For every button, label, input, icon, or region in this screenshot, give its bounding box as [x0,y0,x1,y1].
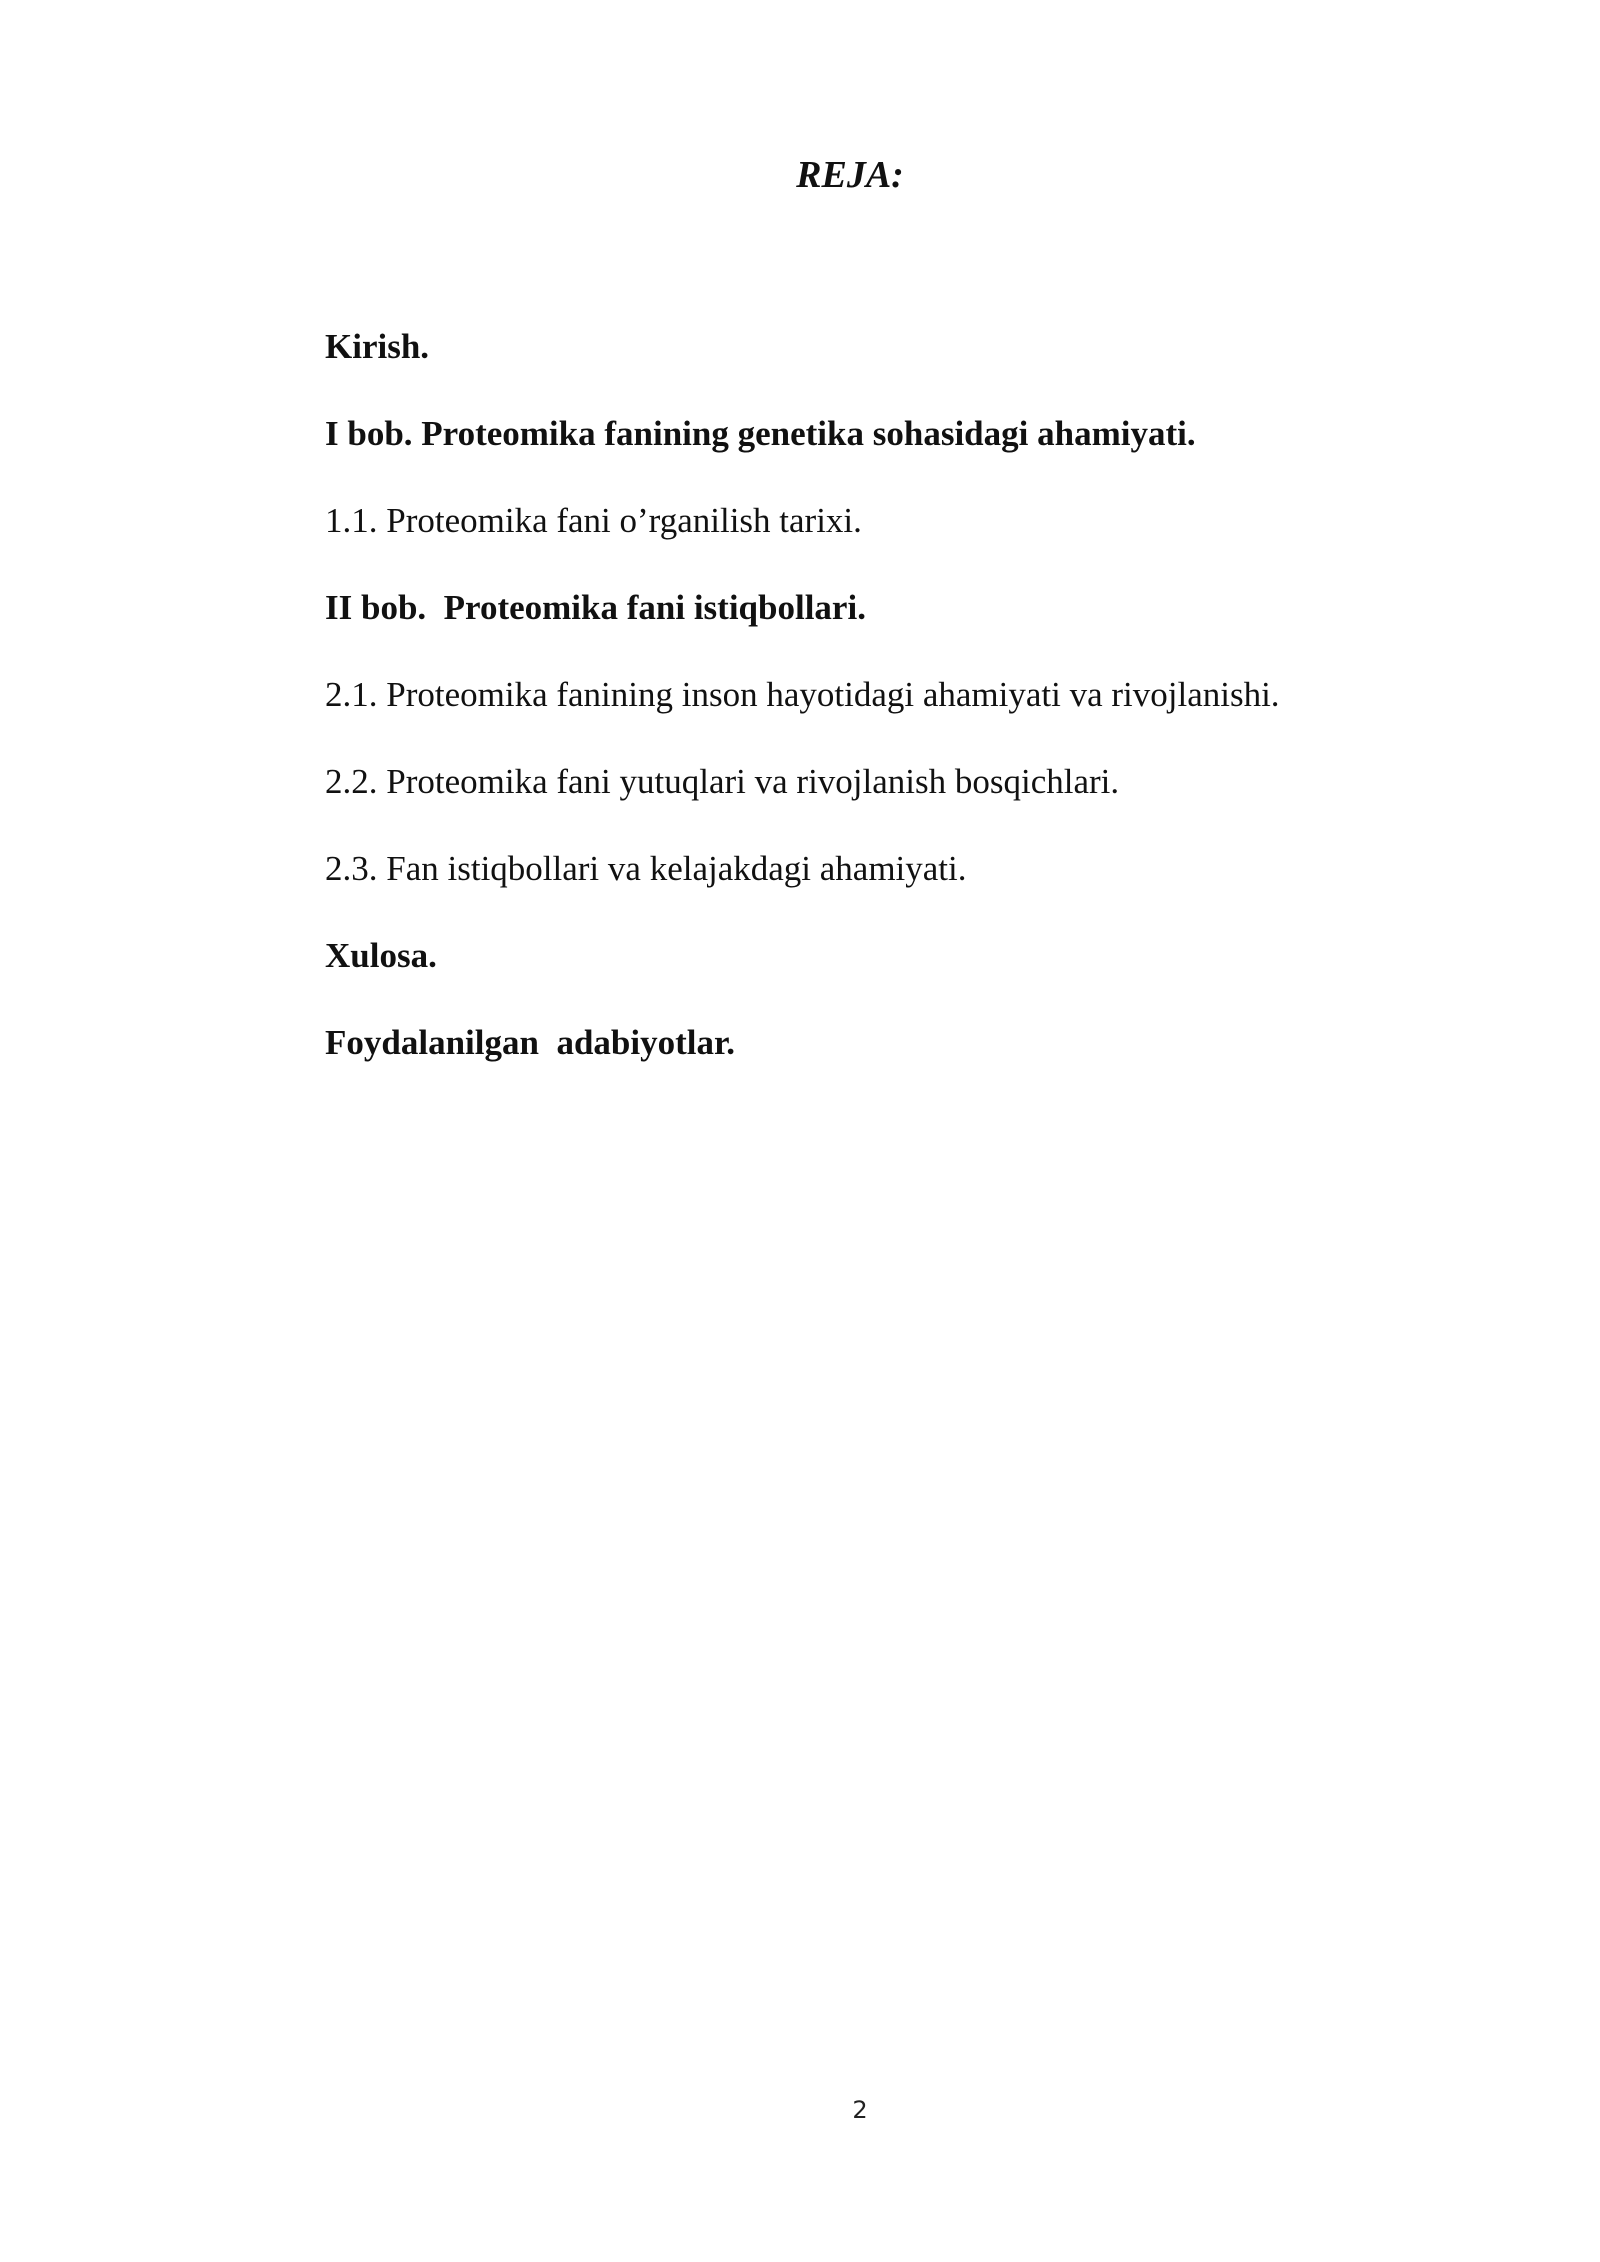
toc-item-section-1-1: 1.1. Proteomika fani o’rganilish tarixi. [325,501,862,540]
toc-item-section-2-1: 2.1. Proteomika fanining inson hayotidagi ahamiyati va rivojlanishi. [325,675,1280,714]
toc-item-xulosa: Xulosa. [325,936,437,975]
table-of-contents [325,322,1475,1105]
toc-item-section-2-2: 2.2. Proteomika fani yutuqlari va rivojlanish bosqichlari. [325,762,1120,801]
toc-item-references: Foydalanilgan adabiyotlar. [325,1023,736,1062]
page-number: 2 [852,2096,868,2124]
toc-item-chapter-1: I bob. Proteomika fanining genetika sohasidagi ahamiyati. [325,414,1196,453]
page-title: REJA: [796,154,904,196]
toc-item-chapter-2: II bob. Proteomika fani istiqbollari. [325,588,866,627]
toc-item-kirish: Kirish. [325,327,430,366]
toc-item-section-2-3: 2.3. Fan istiqbollari va kelajakdagi ahamiyati. [325,849,967,888]
